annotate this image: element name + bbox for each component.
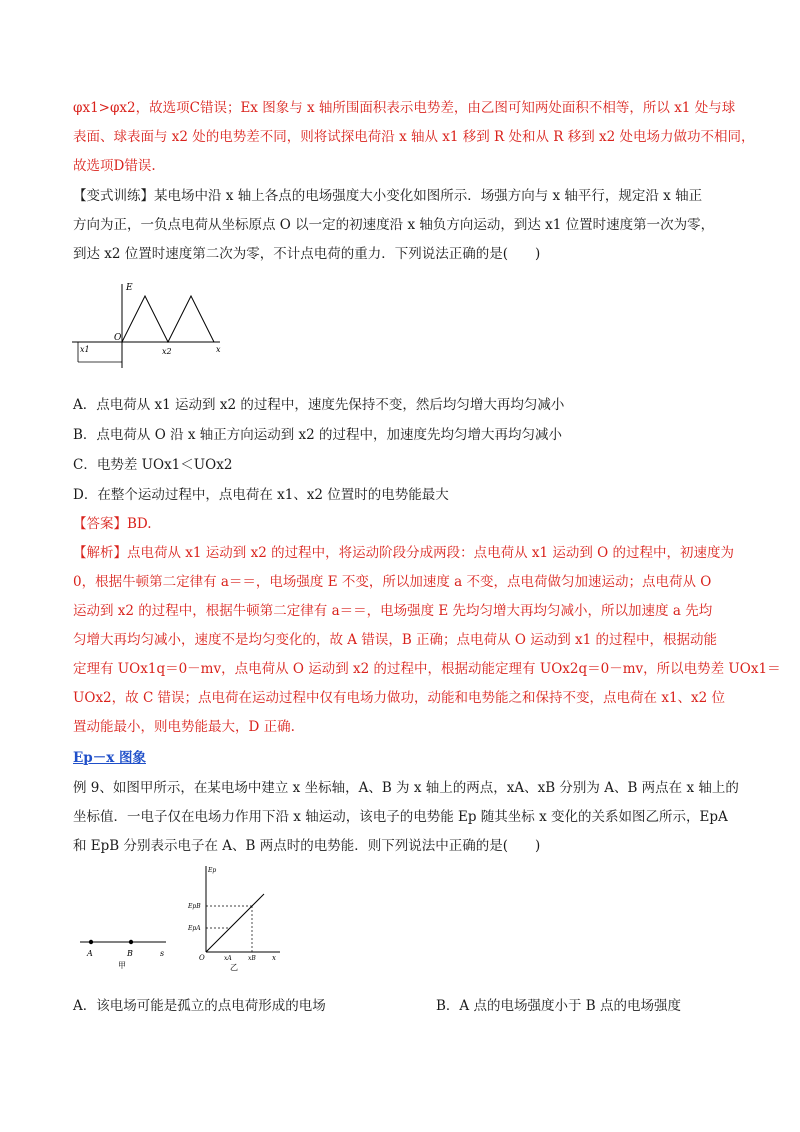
analysis-line-4: 匀增大再均匀减小，速度不是均匀变化的，故 A 错误，B 正确；点电荷从 O 运动到 x1 的过程中，根据动能 <box>73 632 717 648</box>
figure-jia <box>76 928 176 972</box>
yi-label-EpA: EpA <box>188 925 201 932</box>
yi-label-x: x <box>272 954 276 962</box>
explanation-prev-line-1: φx1>φx2，故选项C错误；Ex 图象与 x 轴所围面积表示电势差，由乙图可知两处面积不相等，所以 x1 处与球 <box>73 100 736 116</box>
analysis-line-5: 定理有 UOx1q＝0－mv，点电荷从 O 运动到 x2 的过程中，根据动能定理有 UOx2q＝0－mv，所以电势差 UOx1＝ <box>73 661 781 677</box>
section-heading: Ep－x 图象 <box>73 750 146 766</box>
yi-caption: 乙 <box>230 963 238 972</box>
analysis-line-1: 【解析】点电荷从 x1 运动到 x2 的过程中，将运动阶段分成两段：点电荷从 x1 运动到 O 的过程中，初速度为 <box>73 545 735 561</box>
analysis-line-3: 运动到 x2 的过程中，根据牛顿第二定律有 a＝＝，电场强度 E 先均匀增大再均匀减小，所以加速度 a 先均 <box>73 603 713 619</box>
figure-yi <box>186 862 286 972</box>
variant-option-a: A．点电荷从 x1 运动到 x2 的过程中，速度先保持不变，然后均匀增大再均匀减小 <box>73 397 565 413</box>
analysis-line-6: UOx2，故 C 错误；点电荷在运动过程中仅有电场力做功，动能和电势能之和保持不变，点电荷在 x1、x2 位 <box>73 690 726 706</box>
yi-label-xA: xA <box>224 955 232 962</box>
variant-answer: 【答案】BD. <box>73 516 152 532</box>
point-A <box>89 940 93 944</box>
example9-option-a: A．该电场可能是孤立的点电荷形成的电场 <box>73 998 326 1014</box>
explanation-prev-line-2: 表面、球表面与 x2 处的电势差不同，则将试探电荷沿 x 轴从 x1 移到 R 处和从 R 移到 x2 处电场力做功不相同， <box>73 129 755 145</box>
yi-label-xB: xB <box>248 955 256 962</box>
point-B <box>129 940 133 944</box>
example9-line-3: 和 EpB 分别表示电子在 A、B 两点时的电势能．则下列说法中正确的是( ) <box>73 838 541 854</box>
yi-label-O: O <box>199 954 205 962</box>
yi-label-EpB: EpB <box>188 903 201 910</box>
yi-label-Ep: Ep <box>208 867 217 874</box>
variant-question-line-2: 方向为正，一负点电荷从坐标原点 O 以一定的初速度沿 x 轴负方向运动，到达 x1 位置时速度第一次为零， <box>73 217 715 233</box>
jia-label-A: A <box>87 949 93 958</box>
variant-question-line-1: 【变式训练】某电场中沿 x 轴上各点的电场强度大小变化如图所示．场强方向与 x 轴平行，规定沿 x 轴正 <box>73 188 703 204</box>
variant-option-d: D．在整个运动过程中，点电荷在 x1、x2 位置时的电势能最大 <box>73 487 449 503</box>
label-x1: x1 <box>80 345 90 354</box>
explanation-prev-line-3: 故选项D错误. <box>73 158 156 174</box>
variant-option-c: C．电势差 UOx1＜UOx2 <box>73 457 233 473</box>
label-E: E <box>126 283 133 293</box>
jia-caption: 甲 <box>118 961 126 970</box>
example9-line-2: 坐标值．一电子仅在电场力作用下沿 x 轴运动，该电子的电势能 Ep 随其坐标 x 变化的关系如图乙所示，EpA <box>73 809 728 825</box>
jia-label-B: B <box>127 949 133 958</box>
variant-question-line-3: 到达 x2 位置时速度第二次为零，不计点电荷的重力．下列说法正确的是( ) <box>73 246 541 262</box>
e-curve <box>122 296 214 342</box>
example9-line-1: 例 9、如图甲所示，在某电场中建立 x 坐标轴，A、B 为 x 轴上的两点，xA、xB 分别为 A、B 两点在 x 轴上的 <box>73 780 739 796</box>
example9-option-b: B．A 点的电场强度小于 B 点的电场强度 <box>436 998 681 1014</box>
label-O: O <box>114 333 122 343</box>
yi-ep-line <box>206 894 264 952</box>
label-x: x <box>216 345 221 354</box>
analysis-line-7: 置动能最小，则电势能最大，D 正确. <box>73 719 295 735</box>
jia-label-s: s <box>160 949 165 958</box>
analysis-line-2: 0，根据牛顿第二定律有 a＝＝，电场强度 E 不变，所以加速度 a 不变，点电荷做匀加速运动；点电荷从 O <box>73 574 712 590</box>
e-x-figure <box>70 280 230 370</box>
label-x2: x2 <box>162 347 172 356</box>
variant-option-b: B．点电荷从 O 沿 x 轴正方向运动到 x2 的过程中，加速度先均匀增大再均匀减小 <box>73 427 563 443</box>
